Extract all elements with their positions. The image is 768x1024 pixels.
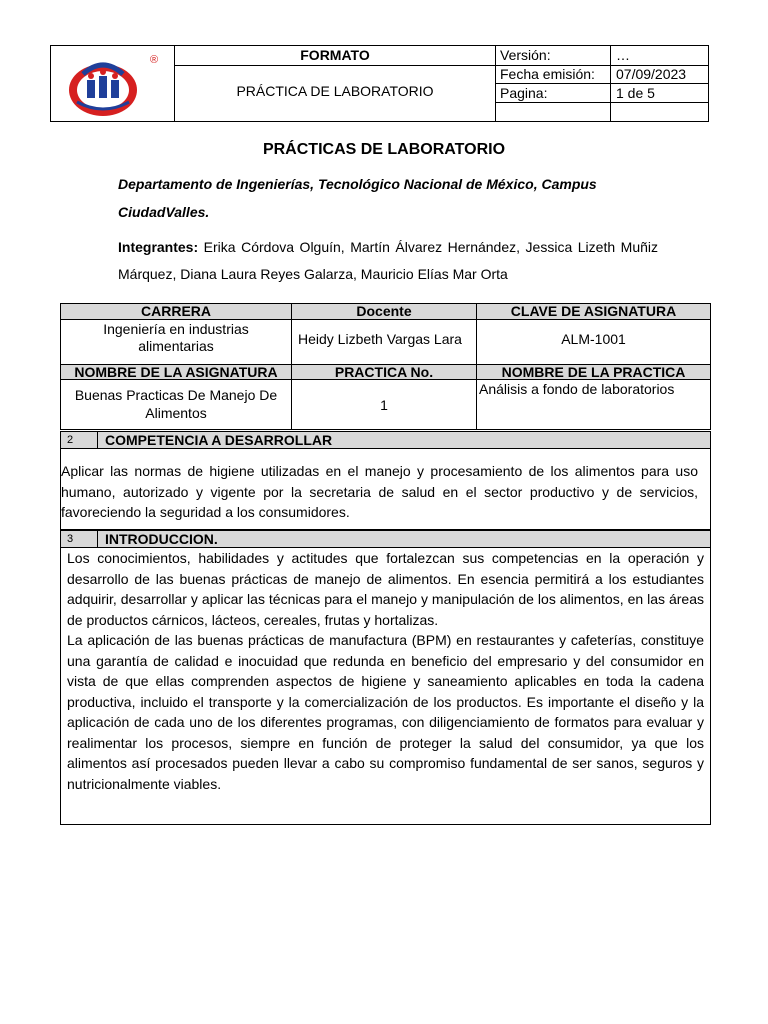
integrantes-block (118, 234, 658, 288)
header-docente: Docente (292, 304, 477, 320)
format-header (50, 45, 709, 122)
competencia-number: 2 (67, 434, 74, 446)
introduccion-section-header (60, 530, 711, 548)
introduccion-number: 3 (67, 533, 74, 545)
pagina-value: 1 de 5 (616, 85, 655, 101)
header-nombre-practica: NOMBRE DE LA PRACTICA (477, 365, 710, 380)
header-carrera: CARRERA (61, 304, 292, 320)
fecha-value: 07/09/2023 (616, 66, 687, 82)
asignatura-value: Buenas Practicas De Manejo De Alimentos (61, 380, 292, 429)
introduccion-paragraph-1: Los conocimientos, habilidades y actitudes que fortalezcan sus competencias en la operación y desarrollo de las buenas prácticas de manejo de alimentos. En esencia permitirá a los estudiantes adquirir, desarrollar y aplicar las técnicas para el manejo y manipulación de los alimentos, en las áreas de productos cárnicos, lácteos, cereales, frutas y hortalizas. (67, 550, 704, 628)
carrera-value: Ingeniería en industrias alimentarias (61, 320, 292, 365)
pagina-label: Pagina: (500, 85, 548, 101)
header-practica-no: PRACTICA No. (292, 365, 477, 380)
version-label: Versión: (500, 47, 551, 63)
header-clave: CLAVE DE ASIGNATURA (477, 304, 710, 320)
introduccion-box (60, 548, 711, 825)
fecha-label: Fecha emisión: (500, 66, 595, 82)
header-asignatura: NOMBRE DE LA ASIGNATURA (61, 365, 292, 380)
registered-mark: ® (150, 54, 159, 66)
introduccion-label: INTRODUCCION. (105, 531, 218, 547)
formato-label: FORMATO (300, 47, 370, 63)
clave-value: ALM-1001 (477, 320, 710, 365)
competencia-label: COMPETENCIA A DESARROLLAR (105, 432, 333, 448)
version-value: … (616, 47, 630, 63)
document-title: PRÁCTICA DE LABORATORIO (236, 83, 434, 99)
practice-info-table (60, 303, 711, 430)
docente-value: Heidy Lizbeth Vargas Lara (292, 320, 477, 365)
practica-no-value: 1 (292, 380, 477, 429)
competencia-text: Aplicar las normas de higiene utilizadas en el manejo y procesamiento de los alimentos para uso humano, autorizado y vigente por la secretaria de salud en el sector productivo y de servicios, favoreciendo la seguridad a los consumidores. (61, 463, 698, 520)
competencia-box (60, 449, 711, 530)
nombre-practica-value: Análisis a fondo de laboratorios (479, 381, 675, 397)
institution-logo (63, 54, 151, 118)
integrantes-label: Integrantes: (118, 239, 199, 255)
integrantes-names: Erika Córdova Olguín, Martín Álvarez Hernández, Jessica Lizeth Muñiz Márquez, Diana Laura Reyes Galarza, Mauricio Elías Mar Orta (118, 239, 659, 282)
department-text: Departamento de Ingenierías, Tecnológico Nacional de México, Campus CiudadValles. (118, 176, 597, 220)
introduccion-paragraph-2: La aplicación de las buenas prácticas de manufactura (BPM) en restaurantes y cafeterías, constituye una garantía de calidad e inocuidad que redunda en beneficio del empresario y del consumidor en vista de que ellas comprenden aspectos de higiene y saneamiento aplicables en toda la cadena productiva, incluido el transporte y la comercialización de los productos. Es importante el diseño y la aplicación de cada uno de los diferentes programas, con diligenciamiento de formatos para evaluar y realimentar los procesos, siempre en función de proteger la salud del consumidor, ya que los alimentos así procesados pueden llevar a cabo su compromiso fundamental de ser sanos, seguros y nutricionalmente viables. (67, 632, 704, 792)
competencia-section-header (60, 431, 711, 449)
page-title: PRÁCTICAS DE LABORATORIO (262, 141, 506, 158)
